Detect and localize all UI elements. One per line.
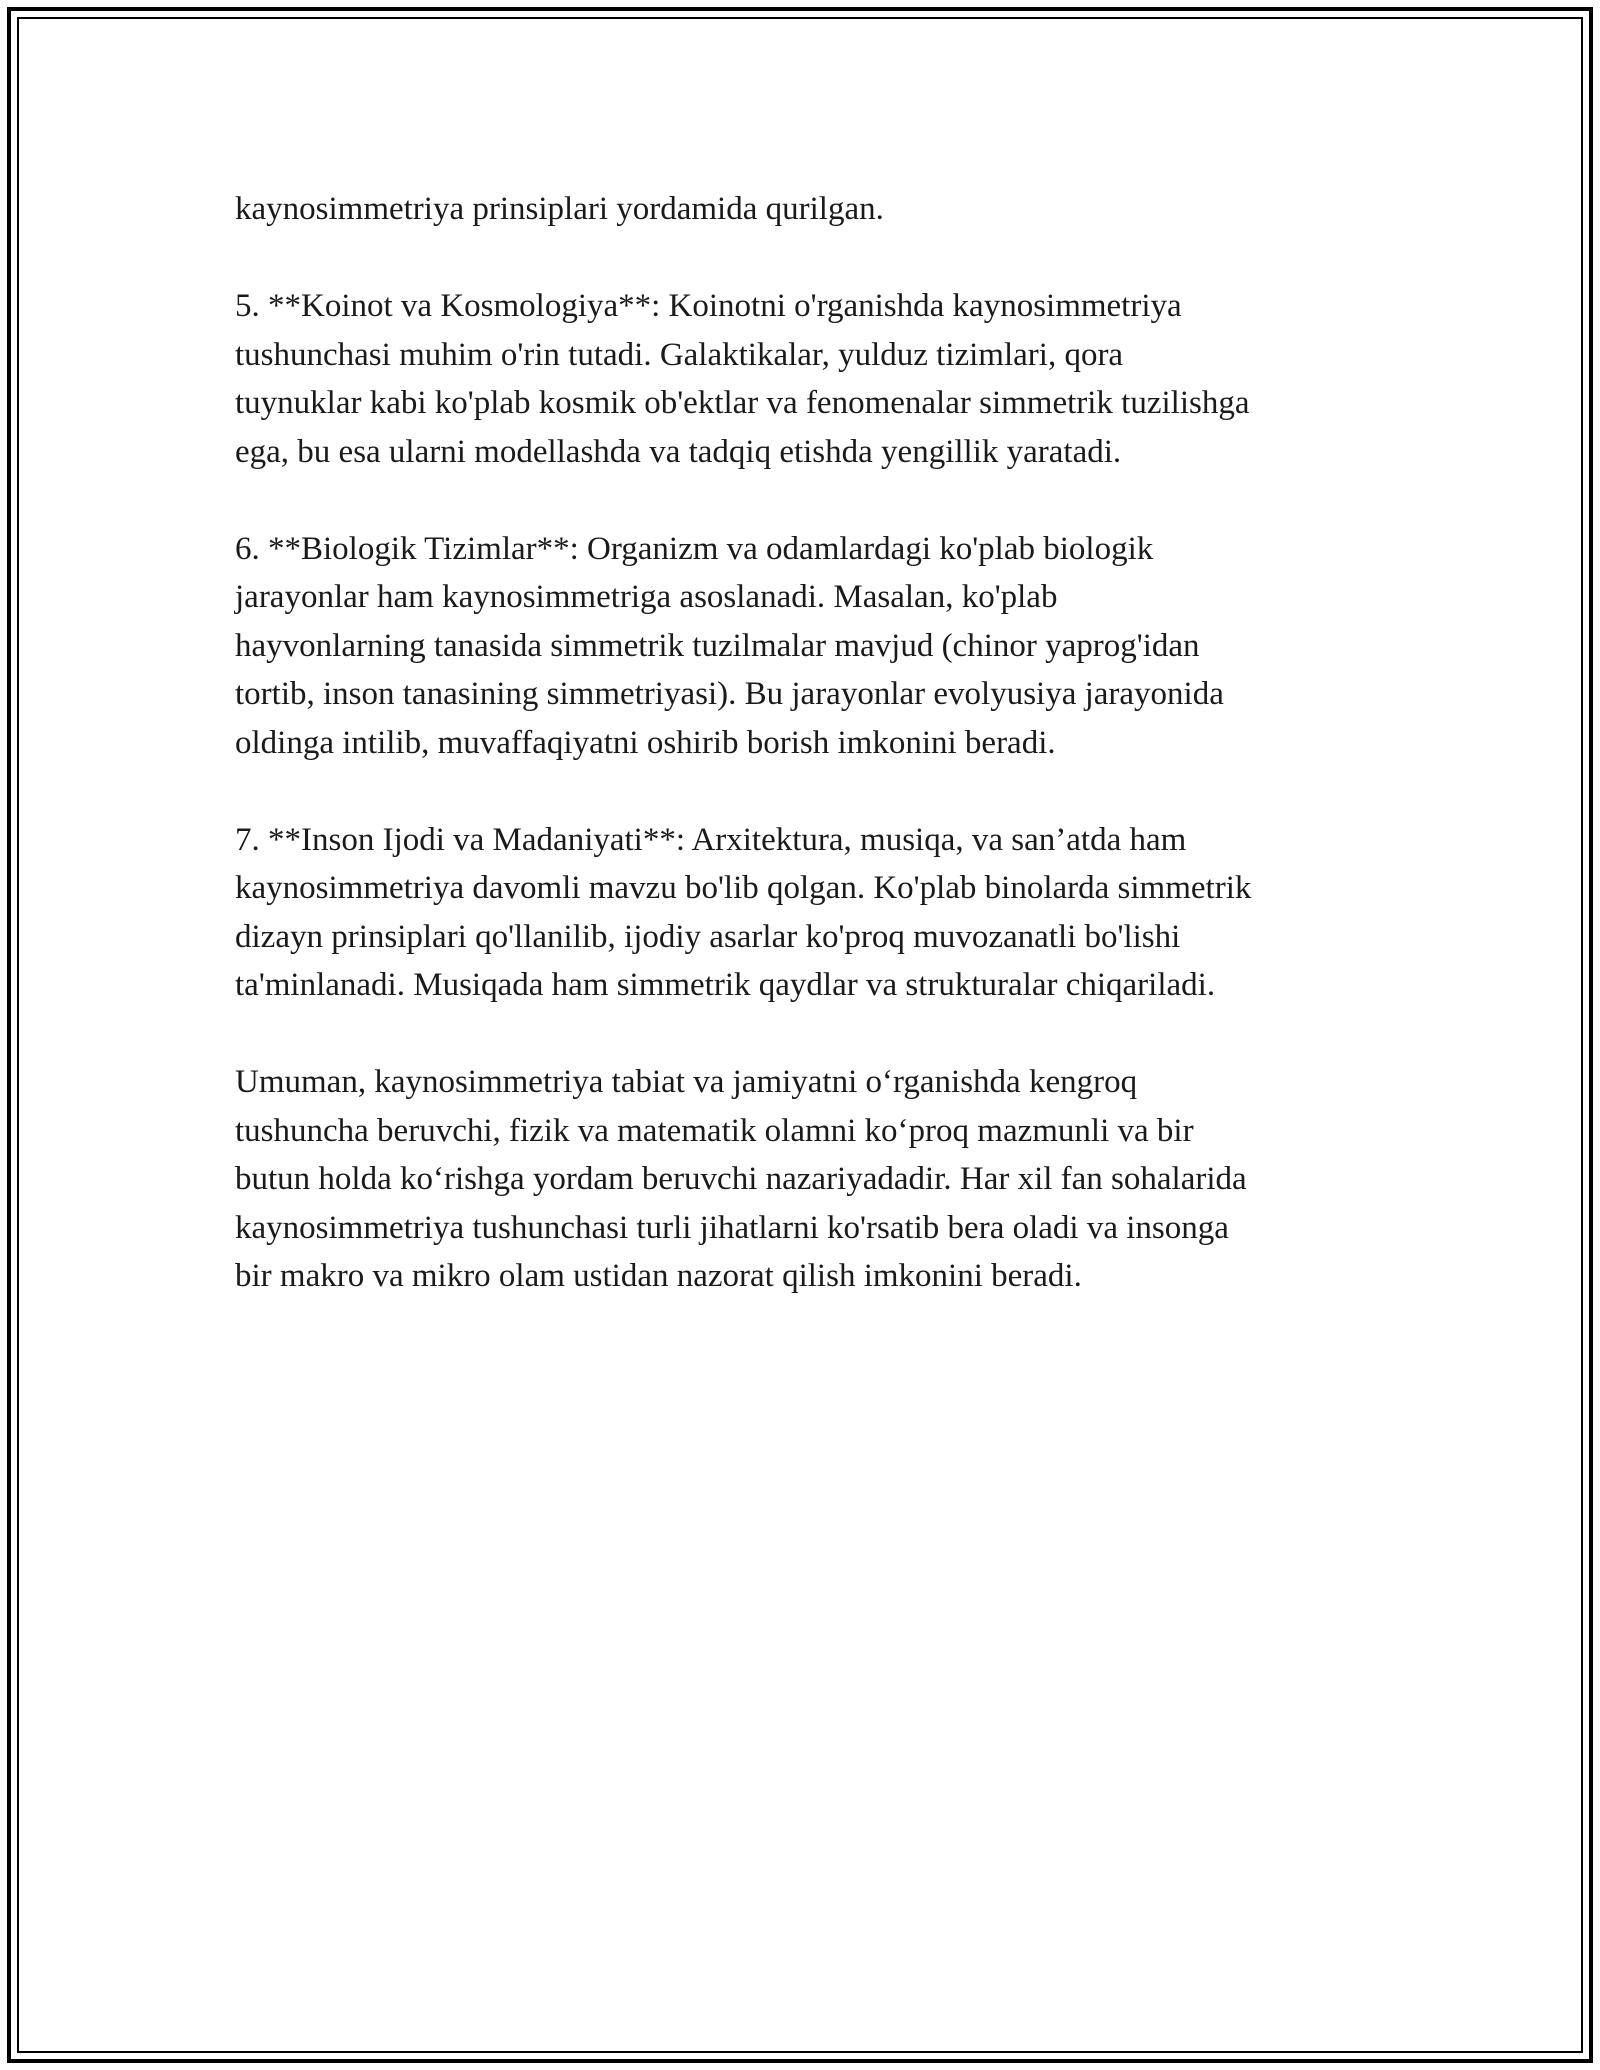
- text-line: dizayn prinsiplari qo'llanilib, ijodiy asarlar ko'proq muvozanatli bo'lishi: [235, 918, 1181, 955]
- paragraph-continuation: [235, 185, 1385, 234]
- text-line: tushunchasi muhim o'rin tutadi. Galaktikalar, yulduz tizimlari, qora: [235, 336, 1124, 373]
- text-line: oldinga intilib, muvaffaqiyatni oshirib borish imkonini beradi.: [235, 724, 1056, 761]
- text-line: ega, bu esa ularni modellashda va tadqiq etishda yengillik yaratadi.: [235, 433, 1122, 470]
- text-line: bir makro va mikro olam ustidan nazorat qilish imkonini beradi.: [235, 1258, 1082, 1294]
- text-line: 7. **Inson Ijodi va Madaniyati**: Arxitektura, musiqa, va san’atda ham: [235, 821, 1187, 858]
- text-line: tuynuklar kabi ko'plab kosmik ob'ektlar va fenomenalar simmetrik tuzilishga: [235, 385, 1250, 421]
- text-line: 6. **Biologik Tizimlar**: Organizm va odamlardagi ko'plab biologik: [235, 530, 1154, 567]
- text-line: kaynosimmetriya prinsiplari yordamida qurilgan.: [235, 191, 884, 227]
- paragraph-conclusion: [235, 1058, 1385, 1301]
- text-line: Umuman, kaynosimmetriya tabiat va jamiyatni o‘rganishda kengroq: [235, 1064, 1138, 1100]
- text-line: 5. **Koinot va Kosmologiya**: Koinotni o'rganishda kaynosimmetriya: [235, 288, 1182, 324]
- text-line: kaynosimmetriya tushunchasi turli jihatlarni ko'rsatib bera oladi va insonga: [235, 1209, 1229, 1246]
- text-line: butun holda ko‘rishga yordam beruvchi nazariyadadir. Har xil fan sohalarida: [235, 1161, 1247, 1197]
- text-line: tushuncha beruvchi, fizik va matematik olamni ko‘proq mazmunli va bir: [235, 1112, 1194, 1149]
- paragraph-koinot-kosmologiya: [235, 282, 1385, 476]
- text-line: tortib, inson tanasining simmetriyasi). Bu jarayonlar evolyusiya jarayonida: [235, 676, 1224, 712]
- document-body: [235, 185, 1385, 1349]
- text-line: ta'minlanadi. Musiqada ham simmetrik qaydlar va strukturalar chiqariladi.: [235, 967, 1216, 1003]
- text-line: kaynosimmetriya davomli mavzu bo'lib qolgan. Ko'plab binolarda simmetrik: [235, 870, 1252, 906]
- paragraph-inson-ijodi: [235, 816, 1385, 1010]
- text-line: jarayonlar ham kaynosimmetriga asoslanadi. Masalan, ko'plab: [235, 579, 1058, 615]
- text-line: hayvonlarning tanasida simmetrik tuzilmalar mavjud (chinor yaprog'idan: [235, 627, 1200, 664]
- paragraph-biologik-tizimlar: [235, 525, 1385, 768]
